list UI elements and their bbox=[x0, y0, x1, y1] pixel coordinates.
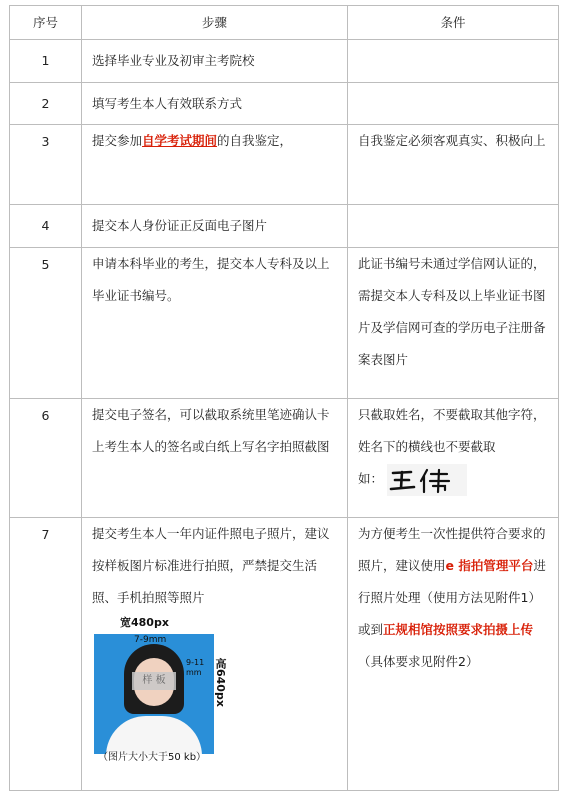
highlight-text: e 指拍管理平台 bbox=[445, 558, 534, 573]
table-row bbox=[10, 125, 559, 205]
signature-image bbox=[387, 464, 467, 496]
header-step: 步骤 bbox=[82, 6, 348, 40]
steps-table bbox=[9, 5, 559, 791]
step-text: 提交本人身份证正反面电子图片 bbox=[92, 218, 268, 233]
row-num: 4 bbox=[10, 205, 82, 248]
row-num: 5 bbox=[10, 248, 82, 399]
sample-photo: 宽480px 样 板 7-9mm 9-11 mm 高640px （图片大小大于50 kb） bbox=[94, 618, 224, 763]
cond-text: 只截取姓名，不要截取其他字符，姓名下的横线也不要截取 如： bbox=[348, 399, 558, 502]
row-num: 7 bbox=[10, 518, 82, 791]
row-num: 6 bbox=[10, 399, 82, 518]
cond-text: 为方便考生一次性提供符合要求的照片，建议使用e 指拍管理平台进行照片处理（使用方法见附件1）或到正规相馆按照要求拍摄上传（具体要求见附件2） bbox=[358, 526, 546, 669]
step-text: 填写考生本人有效联系方式 bbox=[92, 96, 243, 111]
cond-text bbox=[348, 40, 559, 83]
table-row bbox=[10, 248, 559, 399]
table-row bbox=[10, 83, 559, 125]
step-text: 提交考生本人一年内证件照电子照片，建议按样板图片标准进行拍照，严禁提交生活照、手机拍照等照片 宽480px 样 板 7-9mm 9-11 mm 高640px （图片大小大于50 kb） bbox=[82, 518, 347, 769]
header-cond: 条件 bbox=[348, 6, 559, 40]
cond-text bbox=[348, 83, 559, 125]
step-text: 申请本科毕业的考生，提交本人专科及以上毕业证书编号。 bbox=[92, 256, 330, 303]
table-row bbox=[10, 40, 559, 83]
cond-text bbox=[348, 205, 559, 248]
photo-background: 样 板 bbox=[94, 634, 214, 754]
row-num: 3 bbox=[10, 125, 82, 205]
table-header-row bbox=[10, 6, 559, 40]
row-num: 1 bbox=[10, 40, 82, 83]
cond-text: 此证书编号未通过学信网认证的，需提交本人专科及以上毕业证书图片及学信网可查的学历电子注册备案表图片 bbox=[358, 256, 546, 367]
highlight-text: 自学考试期间 bbox=[142, 133, 218, 148]
highlight-text: 正规相馆按照要求拍摄上传 bbox=[383, 622, 534, 637]
row-num: 2 bbox=[10, 83, 82, 125]
header-num: 序号 bbox=[10, 6, 82, 40]
cond-text: 自我鉴定必须客观真实、积极向上 bbox=[358, 133, 546, 148]
table-row bbox=[10, 205, 559, 248]
step-text: 提交参加自学考试期间的自我鉴定， bbox=[92, 133, 293, 148]
step-text: 选择毕业专业及初审主考院校 bbox=[92, 53, 255, 68]
table-row bbox=[10, 399, 559, 518]
step-text: 提交电子签名，可以截取系统里笔迹确认卡上考生本人的签名或白纸上写名字拍照截图 bbox=[92, 407, 330, 454]
table-row bbox=[10, 518, 559, 791]
